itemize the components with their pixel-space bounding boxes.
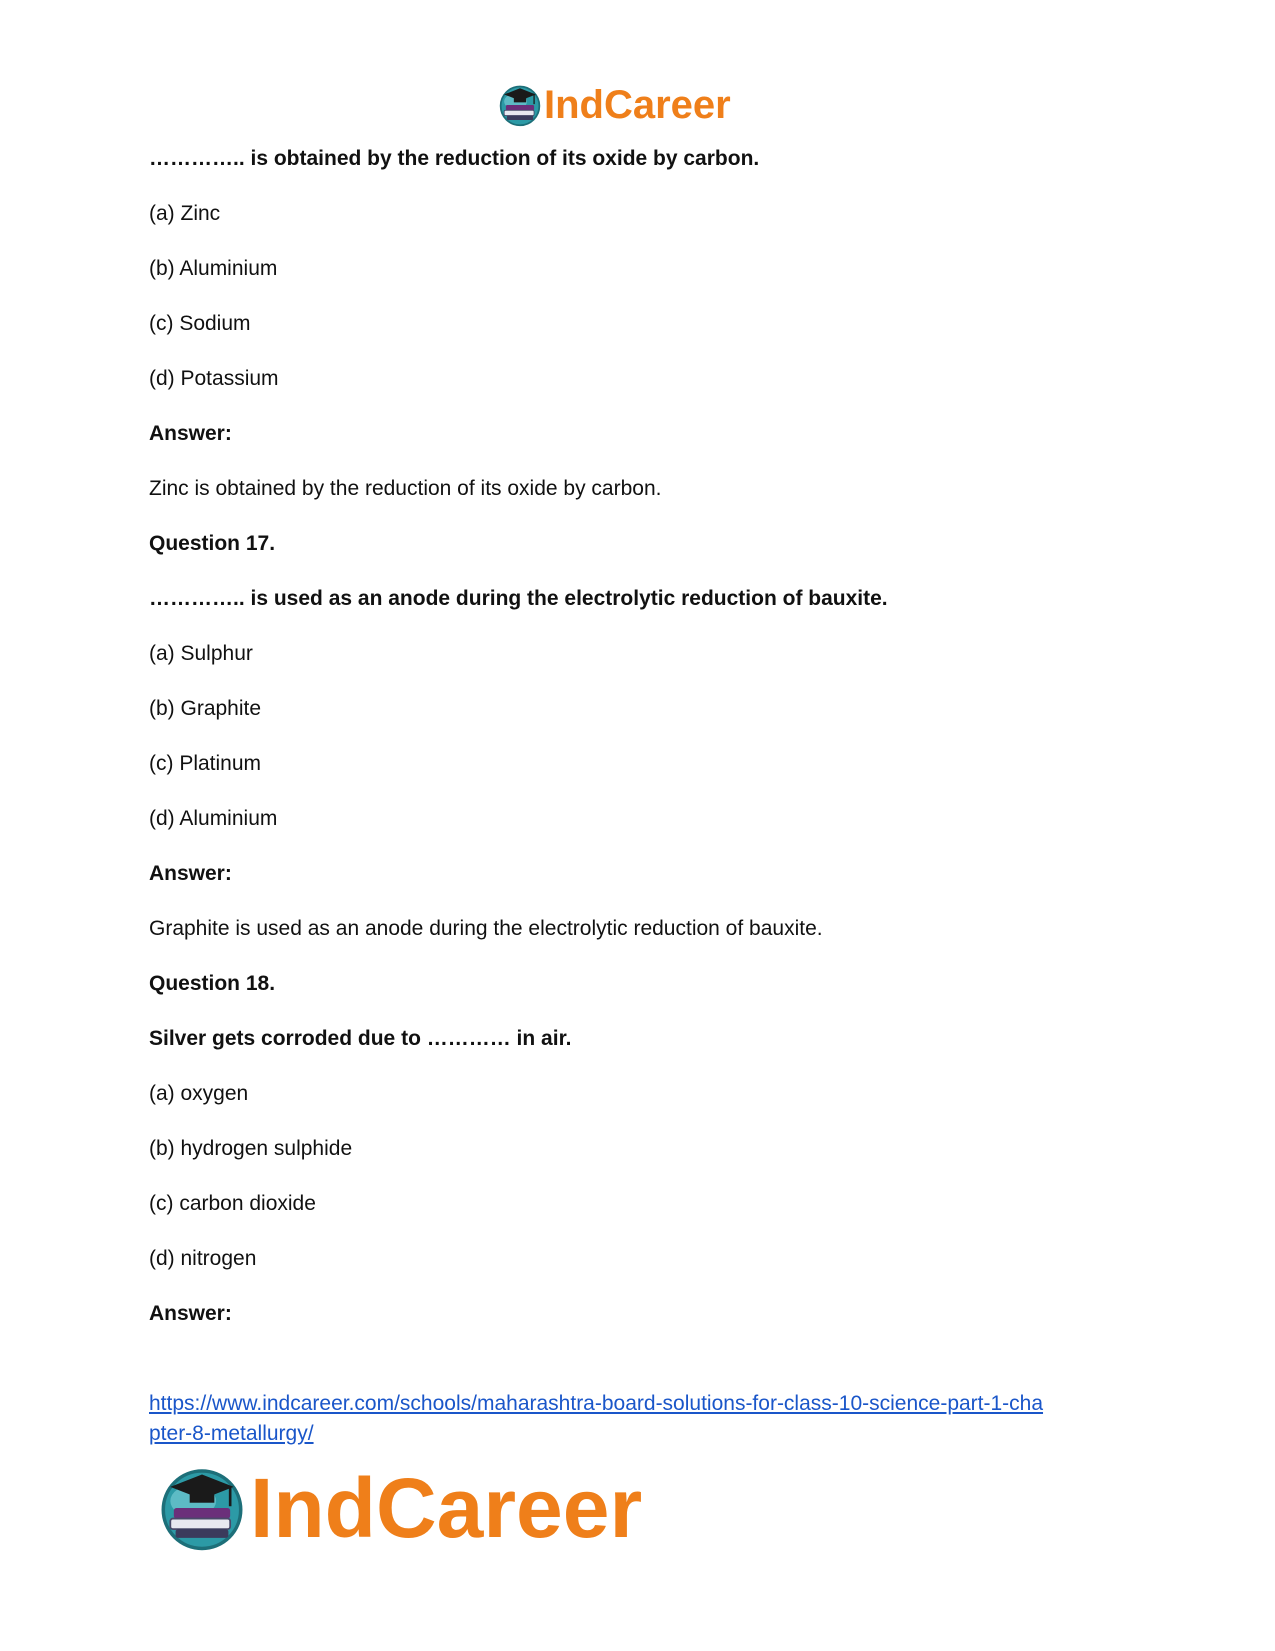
brand-name-footer: IndCareer — [250, 1461, 643, 1555]
heading-line: Answer: — [149, 422, 232, 445]
option-item: (b) Aluminium — [149, 257, 278, 280]
option-item: (a) Zinc — [149, 202, 221, 225]
heading-line: Question 18. — [149, 972, 276, 995]
option-item: (c) Platinum — [149, 752, 262, 775]
source-link-line-1[interactable]: https://www.indcareer.com/schools/maharashtra-board-solutions-for-class-10-science-part-1-cha — [149, 1392, 1044, 1415]
book-graduation-cap-globe-icon — [158, 1464, 246, 1552]
document-body — [149, 146, 1129, 1356]
option-item: (d) nitrogen — [149, 1247, 257, 1270]
option-item: (b) hydrogen sulphide — [149, 1137, 353, 1160]
option-item: (a) oxygen — [149, 1082, 249, 1105]
option-item: (c) Sodium — [149, 312, 251, 335]
heading-line: Question 17. — [149, 532, 276, 555]
text-line: Graphite is used as an anode during the electrolytic reduction of bauxite. — [149, 917, 823, 940]
heading-line: ………….. is obtained by the reduction of its oxide by carbon. — [149, 147, 760, 170]
source-link-line-2[interactable]: pter-8-metallurgy/ — [149, 1422, 314, 1445]
heading-line: Answer: — [149, 1302, 232, 1325]
header-logo — [498, 80, 731, 130]
heading-line: ………….. is used as an anode during the electrolytic reduction of bauxite. — [149, 587, 888, 610]
option-item: (a) Sulphur — [149, 642, 253, 665]
text-line: Zinc is obtained by the reduction of its oxide by carbon. — [149, 477, 662, 500]
footer-logo — [158, 1460, 642, 1556]
source-link[interactable] — [149, 1389, 1129, 1449]
option-item: (d) Potassium — [149, 367, 279, 390]
book-graduation-cap-globe-icon — [498, 83, 542, 127]
heading-line: Silver gets corroded due to ………… in air. — [149, 1027, 572, 1050]
heading-line: Answer: — [149, 862, 232, 885]
option-item: (b) Graphite — [149, 697, 262, 720]
option-item: (d) Aluminium — [149, 807, 278, 830]
brand-name: IndCareer — [544, 83, 731, 127]
option-item: (c) carbon dioxide — [149, 1192, 316, 1215]
